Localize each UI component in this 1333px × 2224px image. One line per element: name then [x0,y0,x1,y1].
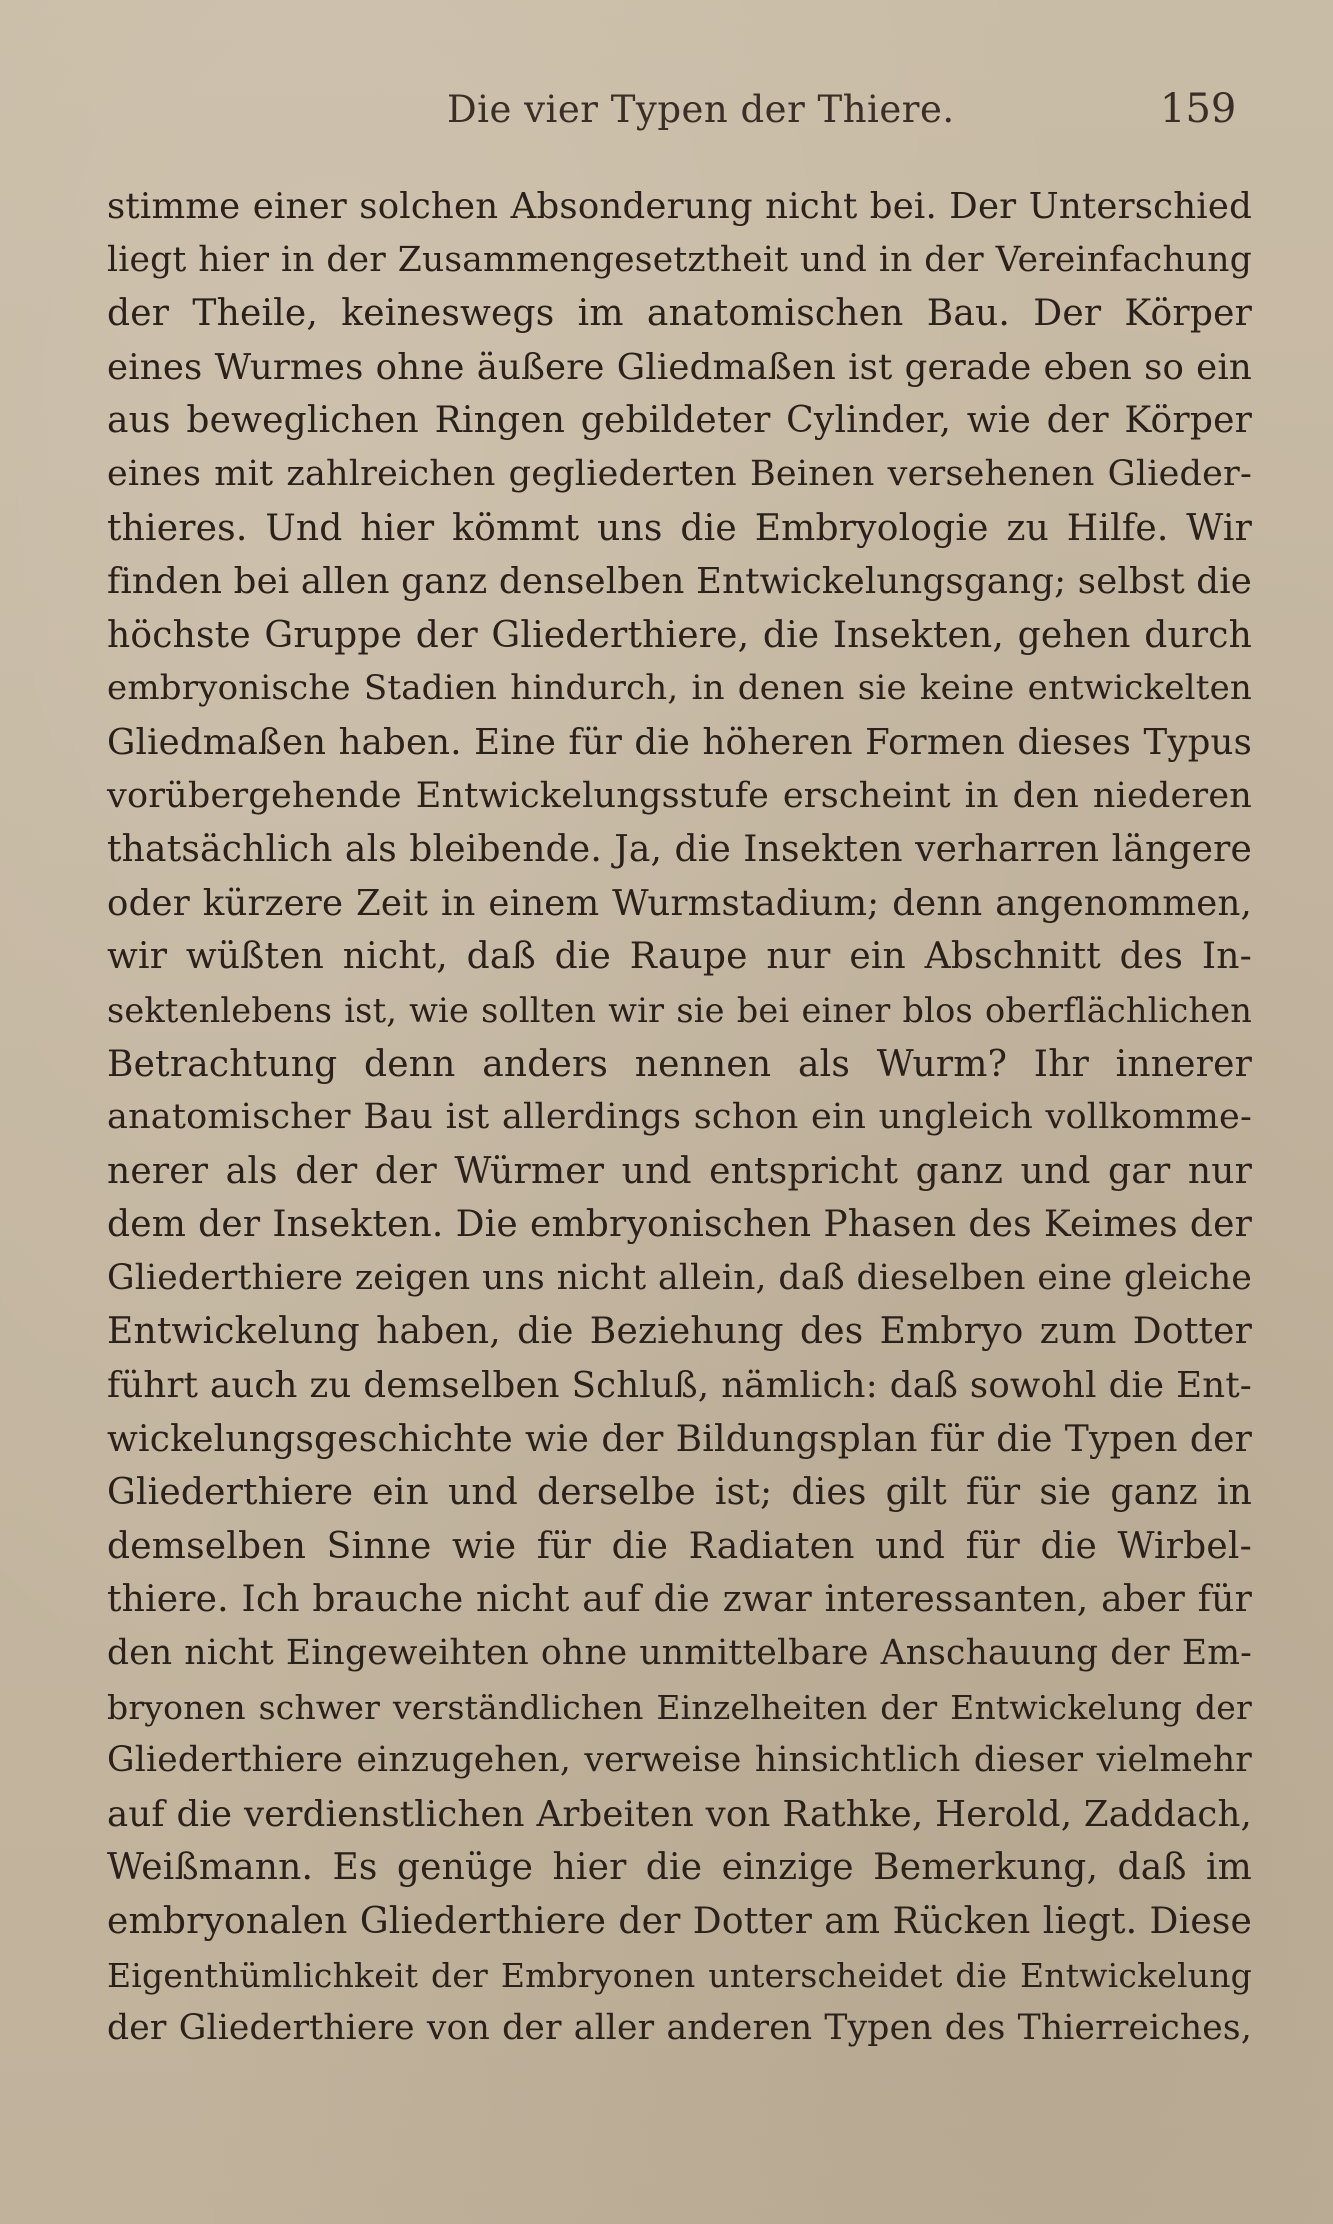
text-line: eines mit zahlreichen gegliederten Beinen versehenen Glieder- [107,453,1252,494]
text-line: Betrachtung denn anders nennen als Wurm? Ihr innerer [107,1043,1252,1085]
text-line: bryonen schwer verständlichen Einzelheiten der Entwickelung der [107,1687,1252,1727]
text-line: eines Wurmes ohne äußere Gliedmaßen ist gerade eben so ein [107,346,1252,388]
text-line: stimme einer solchen Absonderung nicht bei. Der Unterschied [107,186,1252,227]
text-line: dem der Insekten. Die embryonischen Phasen des Keimes der [107,1204,1252,1246]
text-line: thieres. Und hier kömmt uns die Embryologie zu Hilfe. Wir [107,507,1252,549]
text-line: nerer als der der Würmer und entspricht ganz und gar nur [107,1150,1252,1192]
text-line: Eigenthümlichkeit der Embryonen unterscheidet die Entwickelung [107,1955,1252,1995]
text-line: finden bei allen ganz denselben Entwickelungsgang; selbst die [107,561,1252,603]
body-text [107,180,1252,2056]
text-line: der Theile, keineswegs im anatomischen Bau. Der Körper [107,293,1252,335]
text-line: Entwickelung haben, die Beziehung des Embryo zum Dotter [107,1311,1252,1353]
text-line: sektenlebens ist, wie sollten wir sie bei einer blos oberflächlichen [107,990,1252,1030]
text-line: thiere. Ich brauche nicht auf die zwar interessanten, aber für [107,1579,1252,1621]
text-line: Gliederthiere zeigen uns nicht allein, daß dieselben eine gleiche [107,1257,1252,1298]
text-line: oder kürzere Zeit in einem Wurmstadium; denn angenommen, [107,882,1252,924]
text-line: embryonalen Gliederthiere der Dotter am Rücken liegt. Diese [107,1901,1252,1942]
text-line: Gliederthiere einzugehen, verweise hinsichtlich dieser vielmehr [107,1740,1252,1781]
text-line: Gliederthiere ein und derselbe ist; dies gilt für sie ganz in [107,1472,1252,1514]
text-line: liegt hier in der Zusammengesetztheit und in der Vereinfachung [107,239,1252,280]
text-line: Gliedmaßen haben. Eine für die höheren Formen dieses Typus [107,721,1252,763]
text-line: der Gliederthiere von der aller anderen Typen des Thierreiches, [107,2008,1252,2049]
text-line: den nicht Eingeweihten ohne unmittelbare Anschauung der Em- [107,1633,1252,1674]
text-line: thatsächlich als bleibende. Ja, die Insekten verharren längere [107,829,1252,871]
text-line: führt auch zu demselben Schluß, nämlich: daß sowohl die Ent- [107,1365,1252,1407]
text-line: vorübergehende Entwickelungsstufe erscheint in den niederen [107,775,1252,816]
text-line: demselben Sinne wie für die Radiaten und für die Wirbel- [107,1525,1252,1567]
text-line: wickelungsgeschichte wie der Bildungsplan für die Typen der [107,1418,1252,1460]
page-number: 159 [1160,86,1237,132]
text-line: auf die verdienstlichen Arbeiten von Rathke, Herold, Zaddach, [107,1793,1252,1835]
text-line: wir wüßten nicht, daß die Raupe nur ein Abschnitt des In- [107,936,1252,978]
text-line: anatomischer Bau ist allerdings schon ein ungleich vollkomme- [107,1097,1252,1138]
text-line: aus beweglichen Ringen gebildeter Cylinder, wie der Körper [107,400,1252,442]
text-line: embryonische Stadien hindurch, in denen sie keine entwickelten [107,668,1252,709]
running-head: Die vier Typen der Thiere. [447,88,955,131]
text-line: Weißmann. Es genüge hier die einzige Bemerkung, daß im [107,1847,1252,1889]
text-line: höchste Gruppe der Gliederthiere, die Insekten, gehen durch [107,614,1252,656]
